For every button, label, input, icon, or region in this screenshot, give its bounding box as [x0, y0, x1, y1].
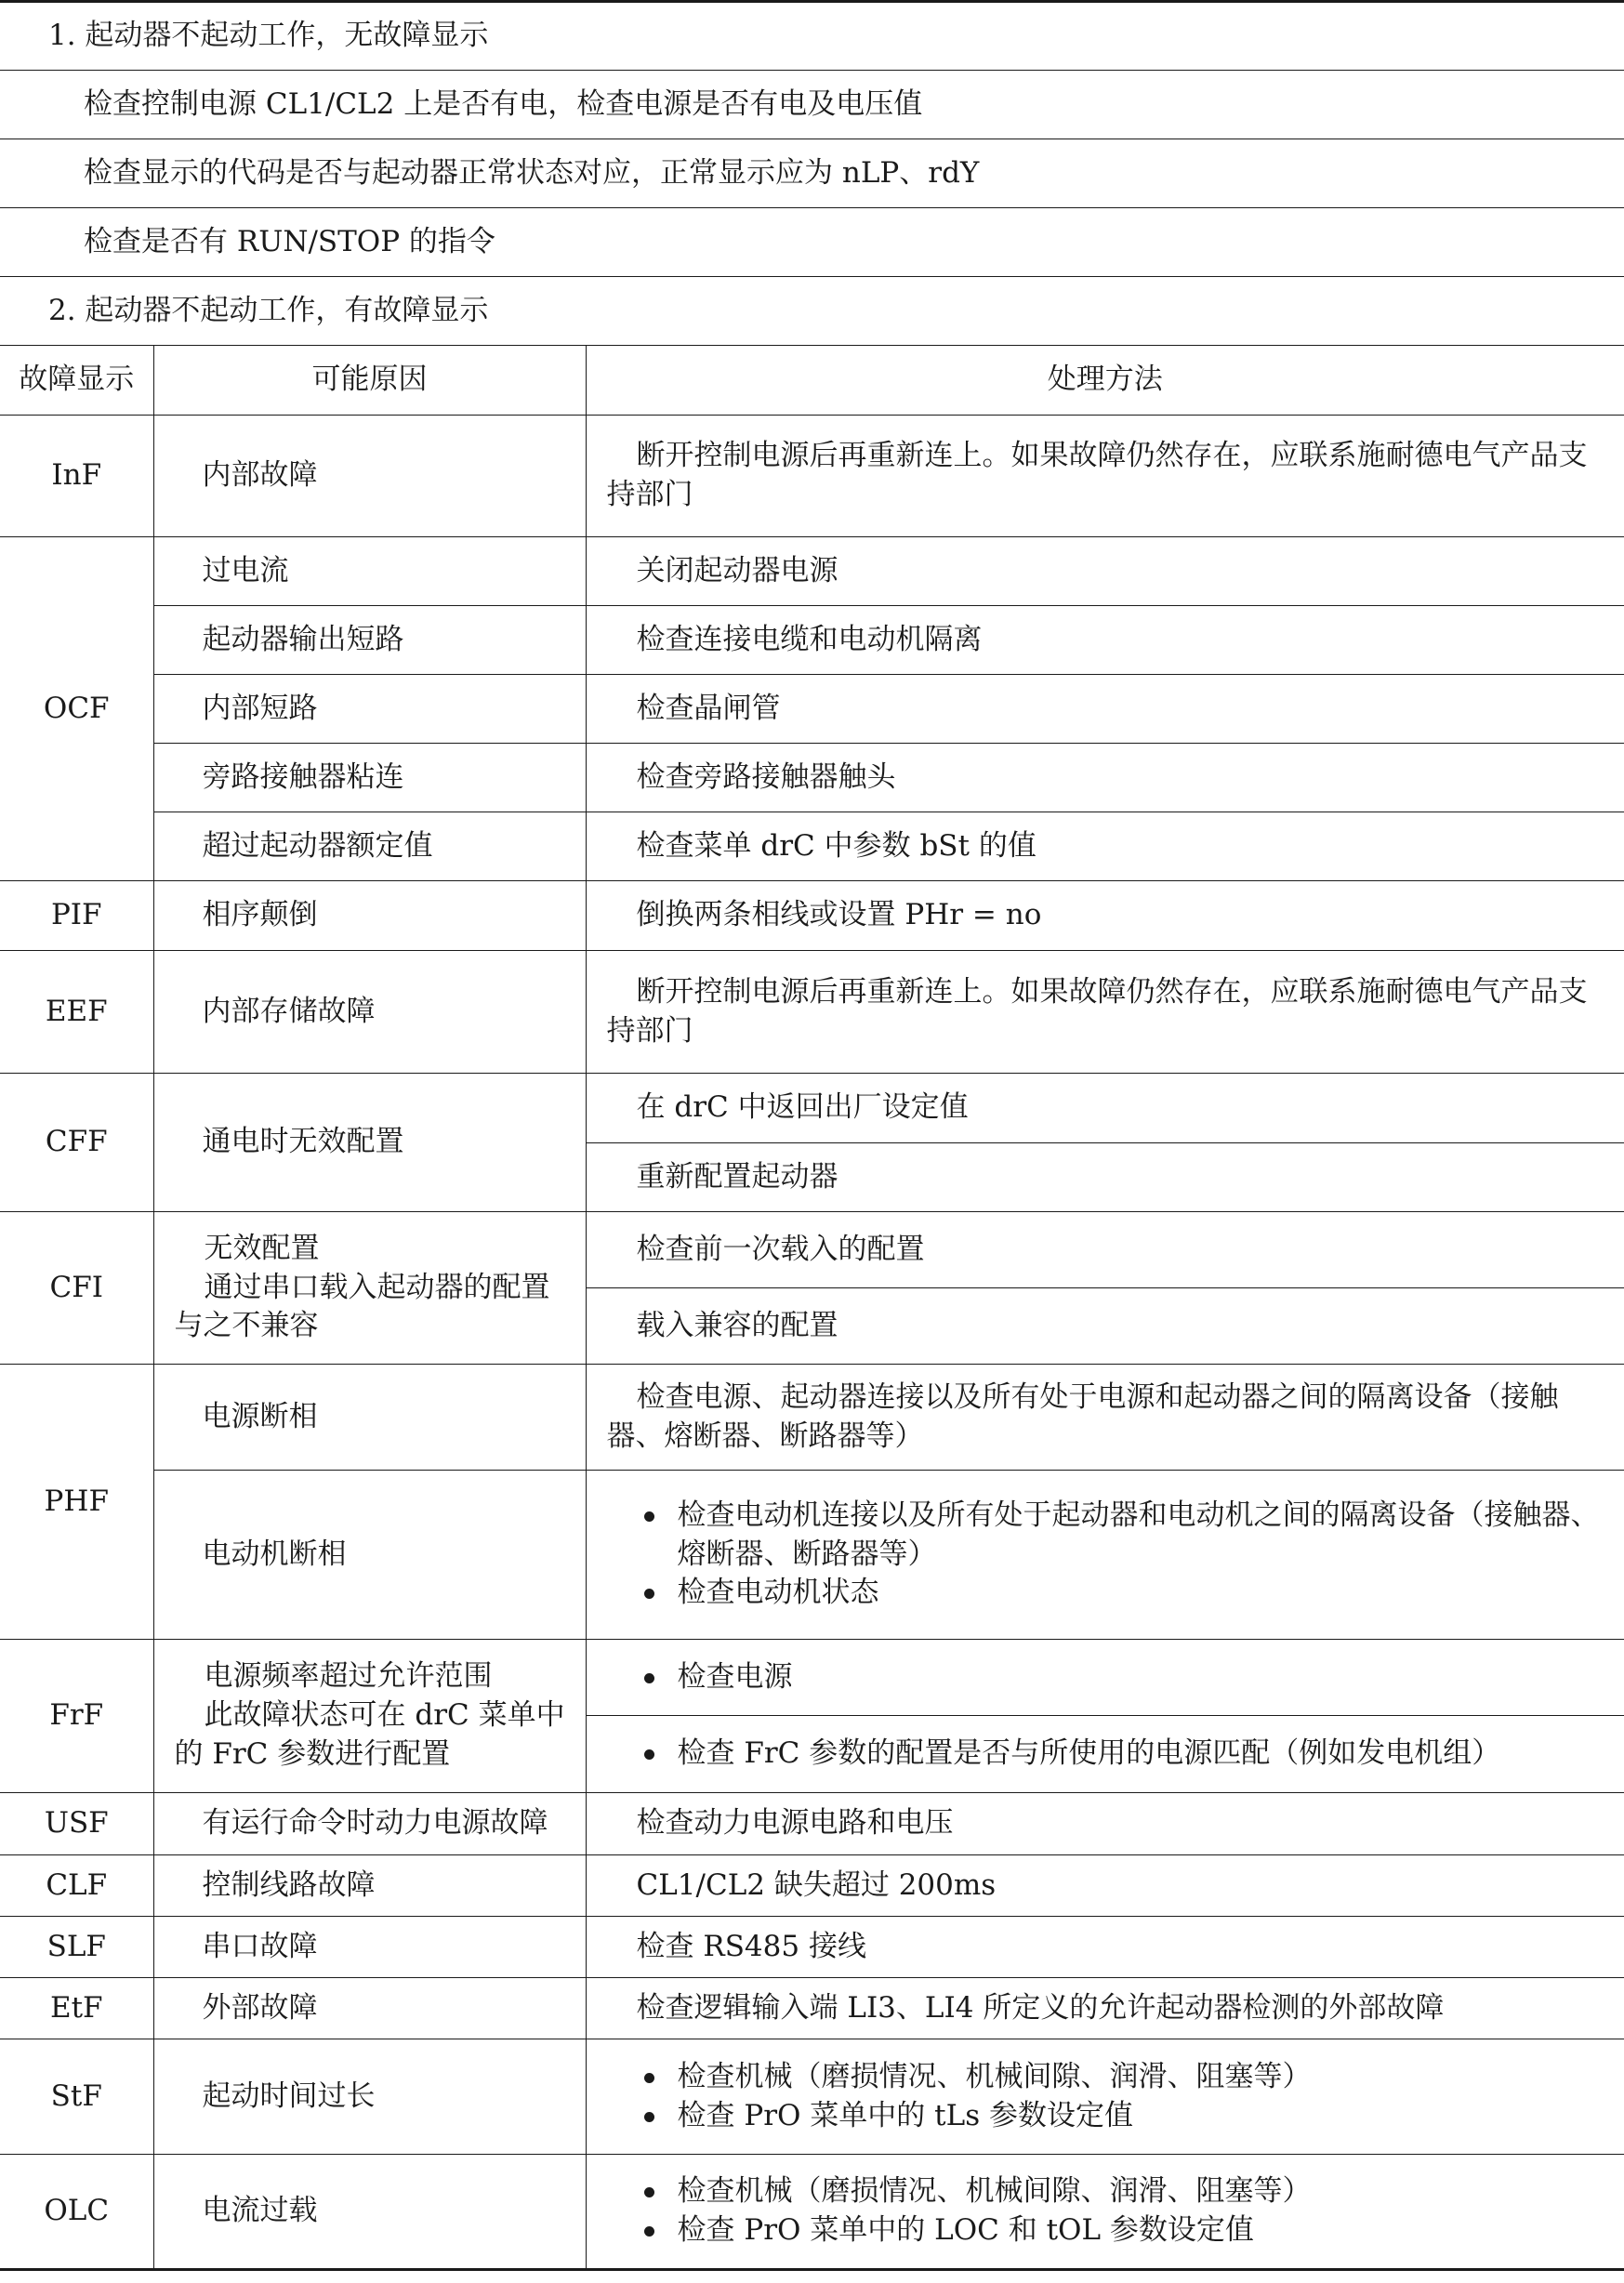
fault-action: 检查电源、起动器连接以及所有处于电源和起动器之间的隔离设备（接触器、熔断器、断路器等） — [586, 1365, 1624, 1471]
fault-cause: 电动机断相 — [153, 1471, 586, 1640]
table-row — [0, 416, 1624, 537]
fault-cause: 外部故障 — [153, 1978, 586, 2039]
fault-action: 检查前一次载入的配置 — [586, 1212, 1624, 1288]
fault-action: 断开控制电源后再重新连上。如果故障仍然存在，应联系施耐德电气产品支持部门 — [586, 416, 1624, 537]
bullet-item: 检查电动机状态 — [678, 1574, 1606, 1613]
table-row — [0, 1471, 1624, 1640]
fault-cause: 电流过载 — [153, 2155, 586, 2270]
check-item: 检查控制电源 CL1/CL2 上是否有电，检查电源是否有电及电压值 — [0, 71, 1624, 139]
table-row — [0, 537, 1624, 606]
header-action: 处理方法 — [586, 346, 1624, 416]
bullet-item: 检查电源 — [678, 1658, 1606, 1697]
fault-cause: 通过串口载入起动器的配置与之不兼容 — [174, 1270, 550, 1343]
table-row — [0, 951, 1624, 1074]
table-row — [0, 2155, 1624, 2270]
fault-cause-cell — [153, 1212, 586, 1365]
table-row — [0, 812, 1624, 881]
table-row — [0, 1855, 1624, 1917]
bullet-list — [607, 1735, 1606, 1774]
fault-code: InF — [0, 416, 153, 537]
fault-cause: 电源断相 — [153, 1365, 586, 1471]
fault-cause: 内部故障 — [153, 416, 586, 537]
table-row — [0, 1917, 1624, 1978]
fault-action: 检查旁路接触器触头 — [586, 744, 1624, 812]
fault-cause: 控制线路故障 — [153, 1855, 586, 1917]
bullet-item: 检查 PrO 菜单中的 tLs 参数设定值 — [678, 2097, 1606, 2136]
section-1-row — [0, 2, 1624, 71]
table-row — [0, 1212, 1624, 1288]
fault-action: 检查动力电源电路和电压 — [586, 1793, 1624, 1855]
fault-action: 检查逻辑输入端 LI3、LI4 所定义的允许起动器检测的外部故障 — [586, 1978, 1624, 2039]
fault-code: CLF — [0, 1855, 153, 1917]
fault-cause: 超过起动器额定值 — [153, 812, 586, 881]
header-cause: 可能原因 — [153, 346, 586, 416]
table-row — [0, 2039, 1624, 2155]
fault-cause: 无效配置 — [204, 1231, 320, 1265]
fault-action-cell — [586, 1471, 1624, 1640]
fault-code: EtF — [0, 1978, 153, 2039]
fault-cause: 起动器输出短路 — [153, 606, 586, 675]
check-item: 检查是否有 RUN/STOP 的指令 — [0, 208, 1624, 277]
fault-action: 检查连接电缆和电动机隔离 — [586, 606, 1624, 675]
fault-action-cell — [586, 2155, 1624, 2270]
fault-cause: 旁路接触器粘连 — [153, 744, 586, 812]
fault-action: 断开控制电源后再重新连上。如果故障仍然存在，应联系施耐德电气产品支持部门 — [586, 951, 1624, 1074]
fault-action: 检查 RS485 接线 — [586, 1917, 1624, 1978]
fault-action: 载入兼容的配置 — [586, 1288, 1624, 1365]
fault-action: 倒换两条相线或设置 PHr = no — [586, 881, 1624, 951]
fault-code: FrF — [0, 1640, 153, 1793]
bullet-item: 检查电动机连接以及所有处于起动器和电动机之间的隔离设备（接触器、熔断器、断路器等） — [678, 1497, 1606, 1575]
fault-cause: 相序颠倒 — [153, 881, 586, 951]
fault-cause: 起动时间过长 — [153, 2039, 586, 2155]
table-header-row — [0, 346, 1624, 416]
bullet-list — [607, 2058, 1606, 2136]
bullet-item: 检查机械（磨损情况、机械间隙、润滑、阻塞等） — [678, 2172, 1606, 2211]
fault-action: CL1/CL2 缺失超过 200ms — [586, 1855, 1624, 1917]
fault-code: StF — [0, 2039, 153, 2155]
fault-action: 重新配置起动器 — [586, 1143, 1624, 1212]
fault-action: 检查菜单 drC 中参数 bSt 的值 — [586, 812, 1624, 881]
fault-code: SLF — [0, 1917, 153, 1978]
section-2-row — [0, 277, 1624, 346]
fault-cause: 通电时无效配置 — [153, 1074, 586, 1212]
check-row — [0, 71, 1624, 139]
check-item: 检查显示的代码是否与起动器正常状态对应，正常显示应为 nLP、rdY — [0, 139, 1624, 208]
fault-code: CFF — [0, 1074, 153, 1212]
bullet-item: 检查 PrO 菜单中的 LOC 和 tOL 参数设定值 — [678, 2211, 1606, 2250]
check-row — [0, 208, 1624, 277]
fault-cause: 过电流 — [153, 537, 586, 606]
table-row — [0, 1793, 1624, 1855]
header-code: 故障显示 — [0, 346, 153, 416]
table-row — [0, 1074, 1624, 1143]
section-2-title: 2. 起动器不起动工作，有故障显示 — [0, 277, 1624, 346]
table-row — [0, 1640, 1624, 1716]
fault-cause-cell — [153, 1640, 586, 1793]
fault-cause: 内部短路 — [153, 675, 586, 744]
fault-code: CFI — [0, 1212, 153, 1365]
fault-cause: 有运行命令时动力电源故障 — [153, 1793, 586, 1855]
fault-code: OCF — [0, 537, 153, 881]
table-row — [0, 881, 1624, 951]
fault-action: 在 drC 中返回出厂设定值 — [586, 1074, 1624, 1143]
table-row — [0, 744, 1624, 812]
bullet-list — [607, 1658, 1606, 1697]
fault-cause: 电源频率超过允许范围 — [204, 1659, 493, 1694]
fault-code: EEF — [0, 951, 153, 1074]
bullet-list — [607, 1497, 1606, 1614]
fault-action: 关闭起动器电源 — [586, 537, 1624, 606]
fault-cause: 内部存储故障 — [153, 951, 586, 1074]
fault-code: PIF — [0, 881, 153, 951]
table-row — [0, 675, 1624, 744]
fault-action: 检查晶闸管 — [586, 675, 1624, 744]
table-row — [0, 1365, 1624, 1471]
table-row — [0, 606, 1624, 675]
fault-code: USF — [0, 1793, 153, 1855]
bullet-item: 检查机械（磨损情况、机械间隙、润滑、阻塞等） — [678, 2058, 1606, 2097]
check-row — [0, 139, 1624, 208]
fault-action-cell — [586, 2039, 1624, 2155]
fault-cause: 此故障状态可在 drC 菜单中的 FrC 参数进行配置 — [174, 1698, 565, 1771]
table-row — [0, 1978, 1624, 2039]
bullet-list — [607, 2172, 1606, 2250]
section-1-title: 1. 起动器不起动工作，无故障显示 — [0, 2, 1624, 71]
fault-code: OLC — [0, 2155, 153, 2270]
fault-code: PHF — [0, 1365, 153, 1640]
bullet-item: 检查 FrC 参数的配置是否与所使用的电源匹配（例如发电机组） — [678, 1735, 1606, 1774]
fault-cause: 串口故障 — [153, 1917, 586, 1978]
fault-action-cell — [586, 1716, 1624, 1793]
fault-action-cell — [586, 1640, 1624, 1716]
